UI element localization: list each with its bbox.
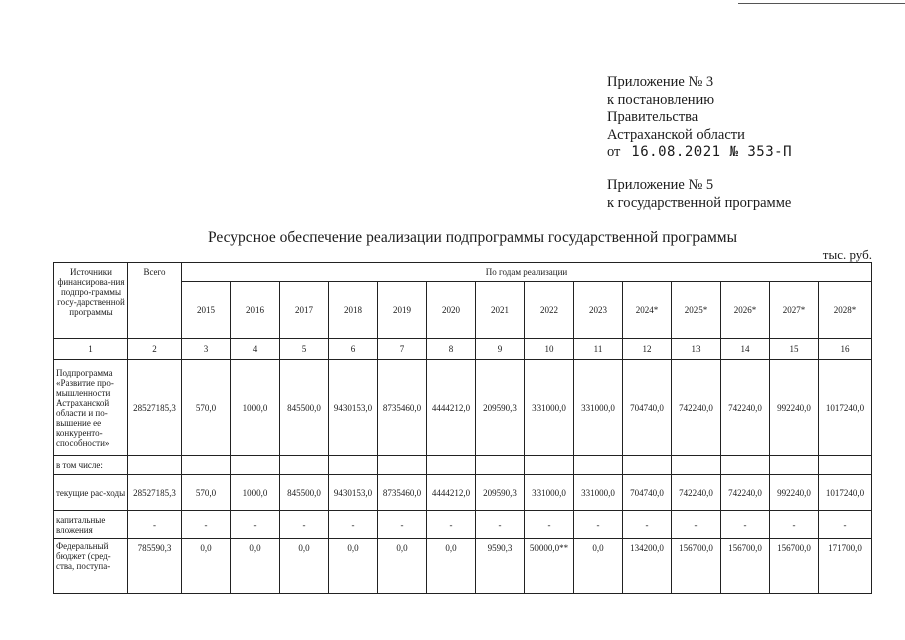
value-cell: 742240,0: [721, 360, 770, 456]
value-cell: [231, 456, 280, 475]
value-cell: 28527185,3: [128, 475, 182, 511]
column-number-row: [54, 339, 872, 360]
column-number: 10: [525, 339, 574, 360]
value-cell: -: [672, 511, 721, 539]
year-cell: 2017: [280, 282, 329, 339]
value-cell: 209590,3: [476, 475, 525, 511]
value-cell: 331000,0: [574, 360, 623, 456]
row-label: текущие рас-ходы: [54, 475, 128, 511]
year-cell: 2019: [378, 282, 427, 339]
value-cell: [280, 456, 329, 475]
value-cell: 0,0: [574, 539, 623, 594]
value-cell: 156700,0: [672, 539, 721, 594]
value-cell: [721, 456, 770, 475]
column-number: 3: [182, 339, 231, 360]
column-number: 12: [623, 339, 672, 360]
value-cell: 50000,0**: [525, 539, 574, 594]
header-total: Всего: [128, 263, 182, 339]
value-cell: -: [128, 511, 182, 539]
appendix-5-line2: к государственной программе: [607, 194, 792, 211]
value-cell: 1017240,0: [819, 360, 872, 456]
column-number: 8: [427, 339, 476, 360]
value-cell: 4444212,0: [427, 360, 476, 456]
value-cell: [672, 456, 721, 475]
value-cell: 845500,0: [280, 360, 329, 456]
row-label: Федеральный бюджет (сред-ства, поступа-: [54, 539, 128, 594]
column-number: 6: [329, 339, 378, 360]
table-row: [54, 539, 872, 594]
appendix-3-line2: к постановлению: [607, 91, 715, 108]
appendix-3-line3: Правительства: [607, 109, 699, 125]
value-cell: 742240,0: [721, 475, 770, 511]
appendix-3-date-line: [607, 144, 792, 162]
value-cell: [182, 456, 231, 475]
resource-table: [53, 262, 872, 594]
value-cell: 0,0: [427, 539, 476, 594]
value-cell: -: [525, 511, 574, 539]
row-label: в том числе:: [54, 456, 128, 475]
appendix-5-block: [607, 177, 791, 212]
value-cell: 0,0: [280, 539, 329, 594]
appendix-3-line4: Астраханской области: [607, 126, 745, 143]
units-label: тыс. руб.: [822, 247, 872, 262]
value-cell: 331000,0: [525, 360, 574, 456]
value-cell: 1017240,0: [819, 475, 872, 511]
value-cell: 0,0: [329, 539, 378, 594]
year-cell: 2015: [182, 282, 231, 339]
value-cell: 570,0: [182, 475, 231, 511]
value-cell: 0,0: [378, 539, 427, 594]
value-cell: 1000,0: [231, 360, 280, 456]
value-cell: -: [721, 511, 770, 539]
header-source: Источники финансирова-ния подпро-граммы госу-дарственной программы: [54, 263, 128, 339]
table-row: [54, 511, 872, 539]
value-cell: 742240,0: [672, 475, 721, 511]
value-cell: -: [182, 511, 231, 539]
date-prefix: от: [607, 144, 621, 160]
value-cell: 0,0: [231, 539, 280, 594]
date-value: 16.08.2021 № 353-П: [631, 144, 792, 160]
value-cell: 704740,0: [623, 360, 672, 456]
table-row: [54, 475, 872, 511]
value-cell: 156700,0: [721, 539, 770, 594]
column-number: 13: [672, 339, 721, 360]
value-cell: 992240,0: [770, 360, 819, 456]
value-cell: 209590,3: [476, 360, 525, 456]
year-cell: 2028*: [819, 282, 872, 339]
value-cell: 570,0: [182, 360, 231, 456]
column-number: 5: [280, 339, 329, 360]
value-cell: 4444212,0: [427, 475, 476, 511]
value-cell: -: [427, 511, 476, 539]
value-cell: 845500,0: [280, 475, 329, 511]
table-row: [54, 360, 872, 456]
year-cell: 2024*: [623, 282, 672, 339]
value-cell: -: [231, 511, 280, 539]
value-cell: 9430153,0: [329, 360, 378, 456]
value-cell: 9590,3: [476, 539, 525, 594]
value-cell: 8735460,0: [378, 360, 427, 456]
value-cell: 742240,0: [672, 360, 721, 456]
year-cell: 2027*: [770, 282, 819, 339]
column-number: 15: [770, 339, 819, 360]
value-cell: [770, 456, 819, 475]
value-cell: [476, 456, 525, 475]
appendix-3-block: [607, 74, 792, 162]
column-number: 14: [721, 339, 770, 360]
value-cell: 785590,3: [128, 539, 182, 594]
value-cell: -: [280, 511, 329, 539]
value-cell: [378, 456, 427, 475]
value-cell: [819, 456, 872, 475]
column-number: 4: [231, 339, 280, 360]
value-cell: -: [476, 511, 525, 539]
top-rule: [738, 3, 905, 4]
value-cell: 28527185,3: [128, 360, 182, 456]
document-title: Ресурсное обеспечение реализации подпрограммы государственной программы: [207, 229, 738, 246]
value-cell: 171700,0: [819, 539, 872, 594]
year-cell: 2022: [525, 282, 574, 339]
value-cell: 992240,0: [770, 475, 819, 511]
column-number: 16: [819, 339, 872, 360]
year-cell: 2026*: [721, 282, 770, 339]
value-cell: 704740,0: [623, 475, 672, 511]
year-cell: 2018: [329, 282, 378, 339]
value-cell: 8735460,0: [378, 475, 427, 511]
row-label: Подпрограмма «Развитие про-мышленности Астраханской области и по-вышение ее конкуренто-способности»: [54, 360, 128, 456]
row-label: капитальные вложения: [54, 511, 128, 539]
value-cell: [128, 456, 182, 475]
column-number: 7: [378, 339, 427, 360]
column-number: 9: [476, 339, 525, 360]
column-number: 2: [128, 339, 182, 360]
value-cell: 9430153,0: [329, 475, 378, 511]
value-cell: [329, 456, 378, 475]
value-cell: 1000,0: [231, 475, 280, 511]
column-number: 11: [574, 339, 623, 360]
year-cell: 2021: [476, 282, 525, 339]
header-years: По годам реализации: [182, 263, 872, 282]
value-cell: 0,0: [182, 539, 231, 594]
value-cell: 156700,0: [770, 539, 819, 594]
value-cell: [525, 456, 574, 475]
table-row: [54, 456, 872, 475]
value-cell: -: [329, 511, 378, 539]
year-cell: 2016: [231, 282, 280, 339]
value-cell: [623, 456, 672, 475]
value-cell: -: [770, 511, 819, 539]
value-cell: -: [574, 511, 623, 539]
header-row: [54, 263, 872, 282]
appendix-5-line1: Приложение № 5: [607, 177, 714, 193]
value-cell: [574, 456, 623, 475]
year-cell: 2025*: [672, 282, 721, 339]
value-cell: -: [378, 511, 427, 539]
value-cell: -: [623, 511, 672, 539]
value-cell: -: [819, 511, 872, 539]
column-number: 1: [54, 339, 128, 360]
value-cell: 331000,0: [525, 475, 574, 511]
value-cell: 331000,0: [574, 475, 623, 511]
value-cell: [427, 456, 476, 475]
appendix-3-line1: Приложение № 3: [607, 74, 714, 90]
year-cell: 2020: [427, 282, 476, 339]
year-cell: 2023: [574, 282, 623, 339]
value-cell: 134200,0: [623, 539, 672, 594]
